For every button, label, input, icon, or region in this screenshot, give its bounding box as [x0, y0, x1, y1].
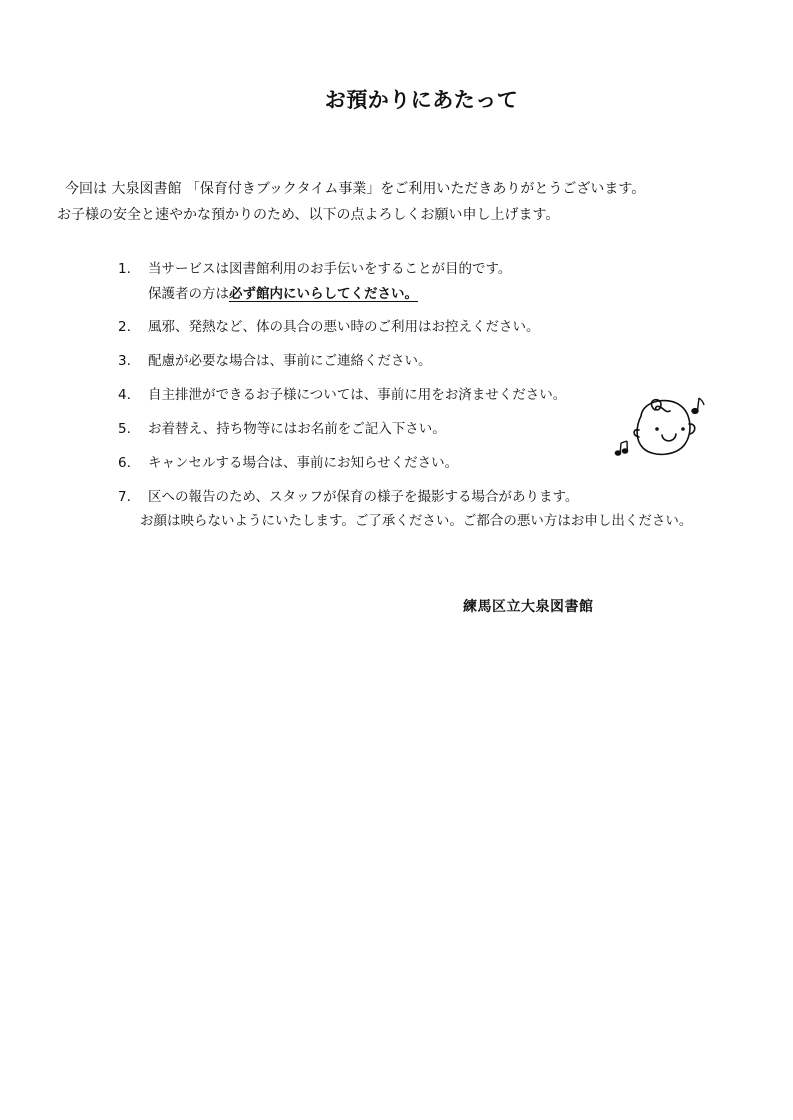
item-number: 1. [118, 261, 131, 277]
page-title: お預かりにあたって [324, 88, 519, 112]
intro-line-2: お子様の安全と速やかな預かりのため、以下の点よろしくお願い申し上げます。 [57, 207, 560, 223]
item-text: 当サービスは図書館利用のお手伝いをすることが目的です。 [148, 261, 512, 277]
item-number: 2. [118, 319, 131, 335]
list-item-6 [118, 450, 458, 476]
item-text: 配慮が必要な場合は、事前にご連絡ください。 [148, 353, 432, 369]
list-item-1-note [148, 281, 428, 307]
list-item-4 [118, 382, 566, 408]
smiling-baby-icon [605, 388, 715, 468]
item-text: キャンセルする場合は、事前にお知らせください。 [148, 455, 459, 471]
item-number: 4. [118, 387, 131, 403]
signature: 練馬区立大泉図書館 [463, 599, 594, 615]
item-text: 風邪、発熱など、体の具合の悪い時のご利用はお控えください。 [148, 319, 540, 335]
item-number: 6. [118, 455, 131, 471]
item-text: 区への報告のため、スタッフが保育の様子を撮影する場合があります。 [148, 489, 579, 505]
intro-paragraph [57, 176, 645, 228]
list-item-5 [118, 416, 446, 442]
baby-illustration [605, 388, 715, 472]
note-emphasis: 必ず館内にいらしてください。 [229, 286, 418, 302]
item-number: 5. [118, 421, 131, 437]
list-item-7 [118, 484, 578, 510]
list-item-1 [118, 256, 511, 282]
item-text: 自主排泄ができるお子様については、事前に用をお済ませください。 [148, 387, 567, 403]
note-prefix: 保護者の方は [148, 286, 229, 302]
item-text: お着替え、持ち物等にはお名前をご記入下さい。 [148, 421, 446, 437]
list-item-2 [118, 314, 540, 340]
item-number: 7. [118, 489, 131, 505]
list-item-3 [118, 348, 432, 374]
intro-line-1: 今回は 大泉図書館 「保育付きブックタイム事業」をご利用いただきありがとうございます。 [65, 181, 646, 197]
item-number: 3. [118, 353, 131, 369]
list-item-7-note: お顔は映らないようにいたします。ご了承ください。ご都合の悪い方はお申し出ください。 [140, 513, 693, 529]
